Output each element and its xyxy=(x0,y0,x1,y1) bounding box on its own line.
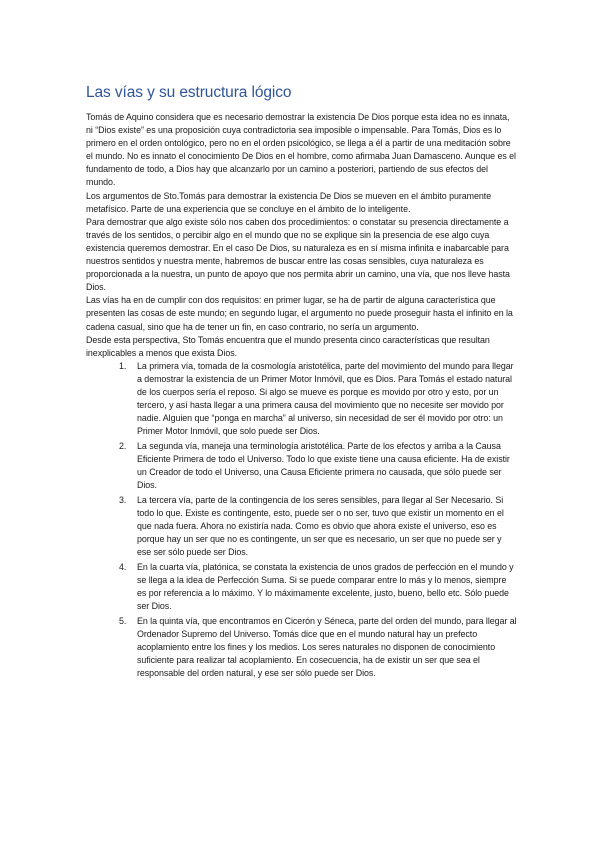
list-item-number: 3. xyxy=(119,494,127,505)
list-item-number: 2. xyxy=(119,440,127,451)
list-item-text: En la cuarta vía, platónica, se constata la existencia de unos grados de perfección en el mundo y se llega a la idea de Perfección Suma. Si se puede comparar entre lo más y lo menos, siempre es por referencia a lo máximo. Y lo máximamente excelente, justo, bueno, bello etc. Sólo puede ser Dios. xyxy=(137,561,514,611)
list-item xyxy=(86,360,518,439)
document-title: Las vías y su estructura lógico xyxy=(86,84,292,101)
list-item-number: 1. xyxy=(119,360,127,371)
document-body xyxy=(86,111,518,682)
list-item xyxy=(86,615,518,680)
list-item-text: La primera vía, tomada de la cosmología aristotélica, parte del movimiento del mundo para llegar a demostrar la existencia de un Primer Motor Inmóvil, que es Dios. Para Tomás el estado natural de los cuerpos sería el reposo. Si algo se mueve es porque es movido por otro y esto, por un tercero, y así hasta llegar a una primera causa del movimiento que no necesite ser movido por nadie. Alguien que “ponga en marcha” al universo, sin necesidad de ser él movido por otro: un Primer Motor Inmóvil, que solo puede ser Dios. xyxy=(137,360,514,437)
paragraph-perspective: Desde esta perspectiva, Sto Tomás encuentra que el mundo presenta cinco características que resultan inexplicables a menos que exista Dios. xyxy=(86,334,490,358)
list-item-text: La segunda vía, maneja una terminología aristotélica. Parte de los efectos y arriba a la Causa Eficiente Primera de todo el Universo. Todo lo que existe tiene una causa eficiente. Ha de existir un Creador de todo el Universo, una Causa Eficiente primera no causada, que sólo puede ser Dios. xyxy=(137,440,510,491)
paragraph-arguments: Los argumentos de Sto.Tomás para demostrar la existencia De Dios se mueven en el ámbito puramente metafísico. Parte de una experiencia que se concluye en el ámbito de lo inteligente. xyxy=(86,190,492,214)
paragraph-requirements: Las vías ha en de cumplir con dos requisitos: en primer lugar, se ha de partir de alguna característica que presenten las cosas de este mundo; en segundo lugar, el argumento no puede proseguir hasta el infinito en la cadena casual, sino que ha de tener un fin, en caso contrario, no sería un argumento. xyxy=(86,295,513,332)
list-item-number: 4. xyxy=(119,561,127,572)
five-ways-list xyxy=(86,360,518,680)
paragraph-procedures: Para demostrar que algo existe sólo nos caben dos procedimientos: o constatar su presencia directamente a través de los sentidos, o percibir algo en el mundo que no se explique sin la presencia de ese algo cuya existencia queremos demostrar. En el caso De Dios, su naturaleza es en sí misma infinita e inabarcable para nuestros sentidos y nuestra mente, habremos de buscar entre las cosas sensibles, cuya naturaleza es proporcionada a la nuestra, un punto de apoyo que nos permita abrir un camino, una vía, que nos lleve hasta Dios. xyxy=(86,216,510,293)
list-item-number: 5. xyxy=(119,615,127,626)
paragraph-intro: Tomás de Aquino considera que es necesario demostrar la existencia De Dios porque esta idea no es innata, ni “Dios existe” es una proposición cuya contradictoria sea imposible o impensable. Para Tomás, Dios es lo primero en el orden ontológico, pero no en el orden psicológico, se llega a él a partir de una meditación sobre el mundo. No es innato el conocimiento De Dios en el hombre, como afirmaba Juan Damasceno. Aunque es el fundamento de todo, a Dios hay que alcanzarlo por un camino a posteriori, partiendo de sus efectos del mundo. xyxy=(86,112,516,188)
list-item xyxy=(86,561,518,613)
list-item-text: En la quinta vía, que encontramos en Cicerón y Séneca, parte del orden del mundo, para llegar al Ordenador Supremo del Universo. Tomás dice que en el mundo natural hay un prefecto acoplamiento entre los fines y los medios. Los seres naturales no disponen de conocimiento suficiente para realizar tal acoplamiento. En cosecuencia, ha de existir un ser que sea el responsable del orden natural, y ese ser sólo puede ser Dios. xyxy=(137,615,517,678)
list-item xyxy=(86,440,518,492)
list-item xyxy=(86,494,518,559)
list-item-text: La tercera vía, parte de la contingencia de los seres sensibles, para llegar al Ser Necesario. Si todo lo que. Existe es contingente, esto, puede ser o no ser, tuvo que existir un momento en el que nada fuera. Ahora no existiría nada. Como es obvio que ahora existe el universo, eso es porque hay un ser que no es contingente, un ser que es necesario, un ser que no puede ser y ese ser sólo puede ser Dios. xyxy=(137,494,504,558)
